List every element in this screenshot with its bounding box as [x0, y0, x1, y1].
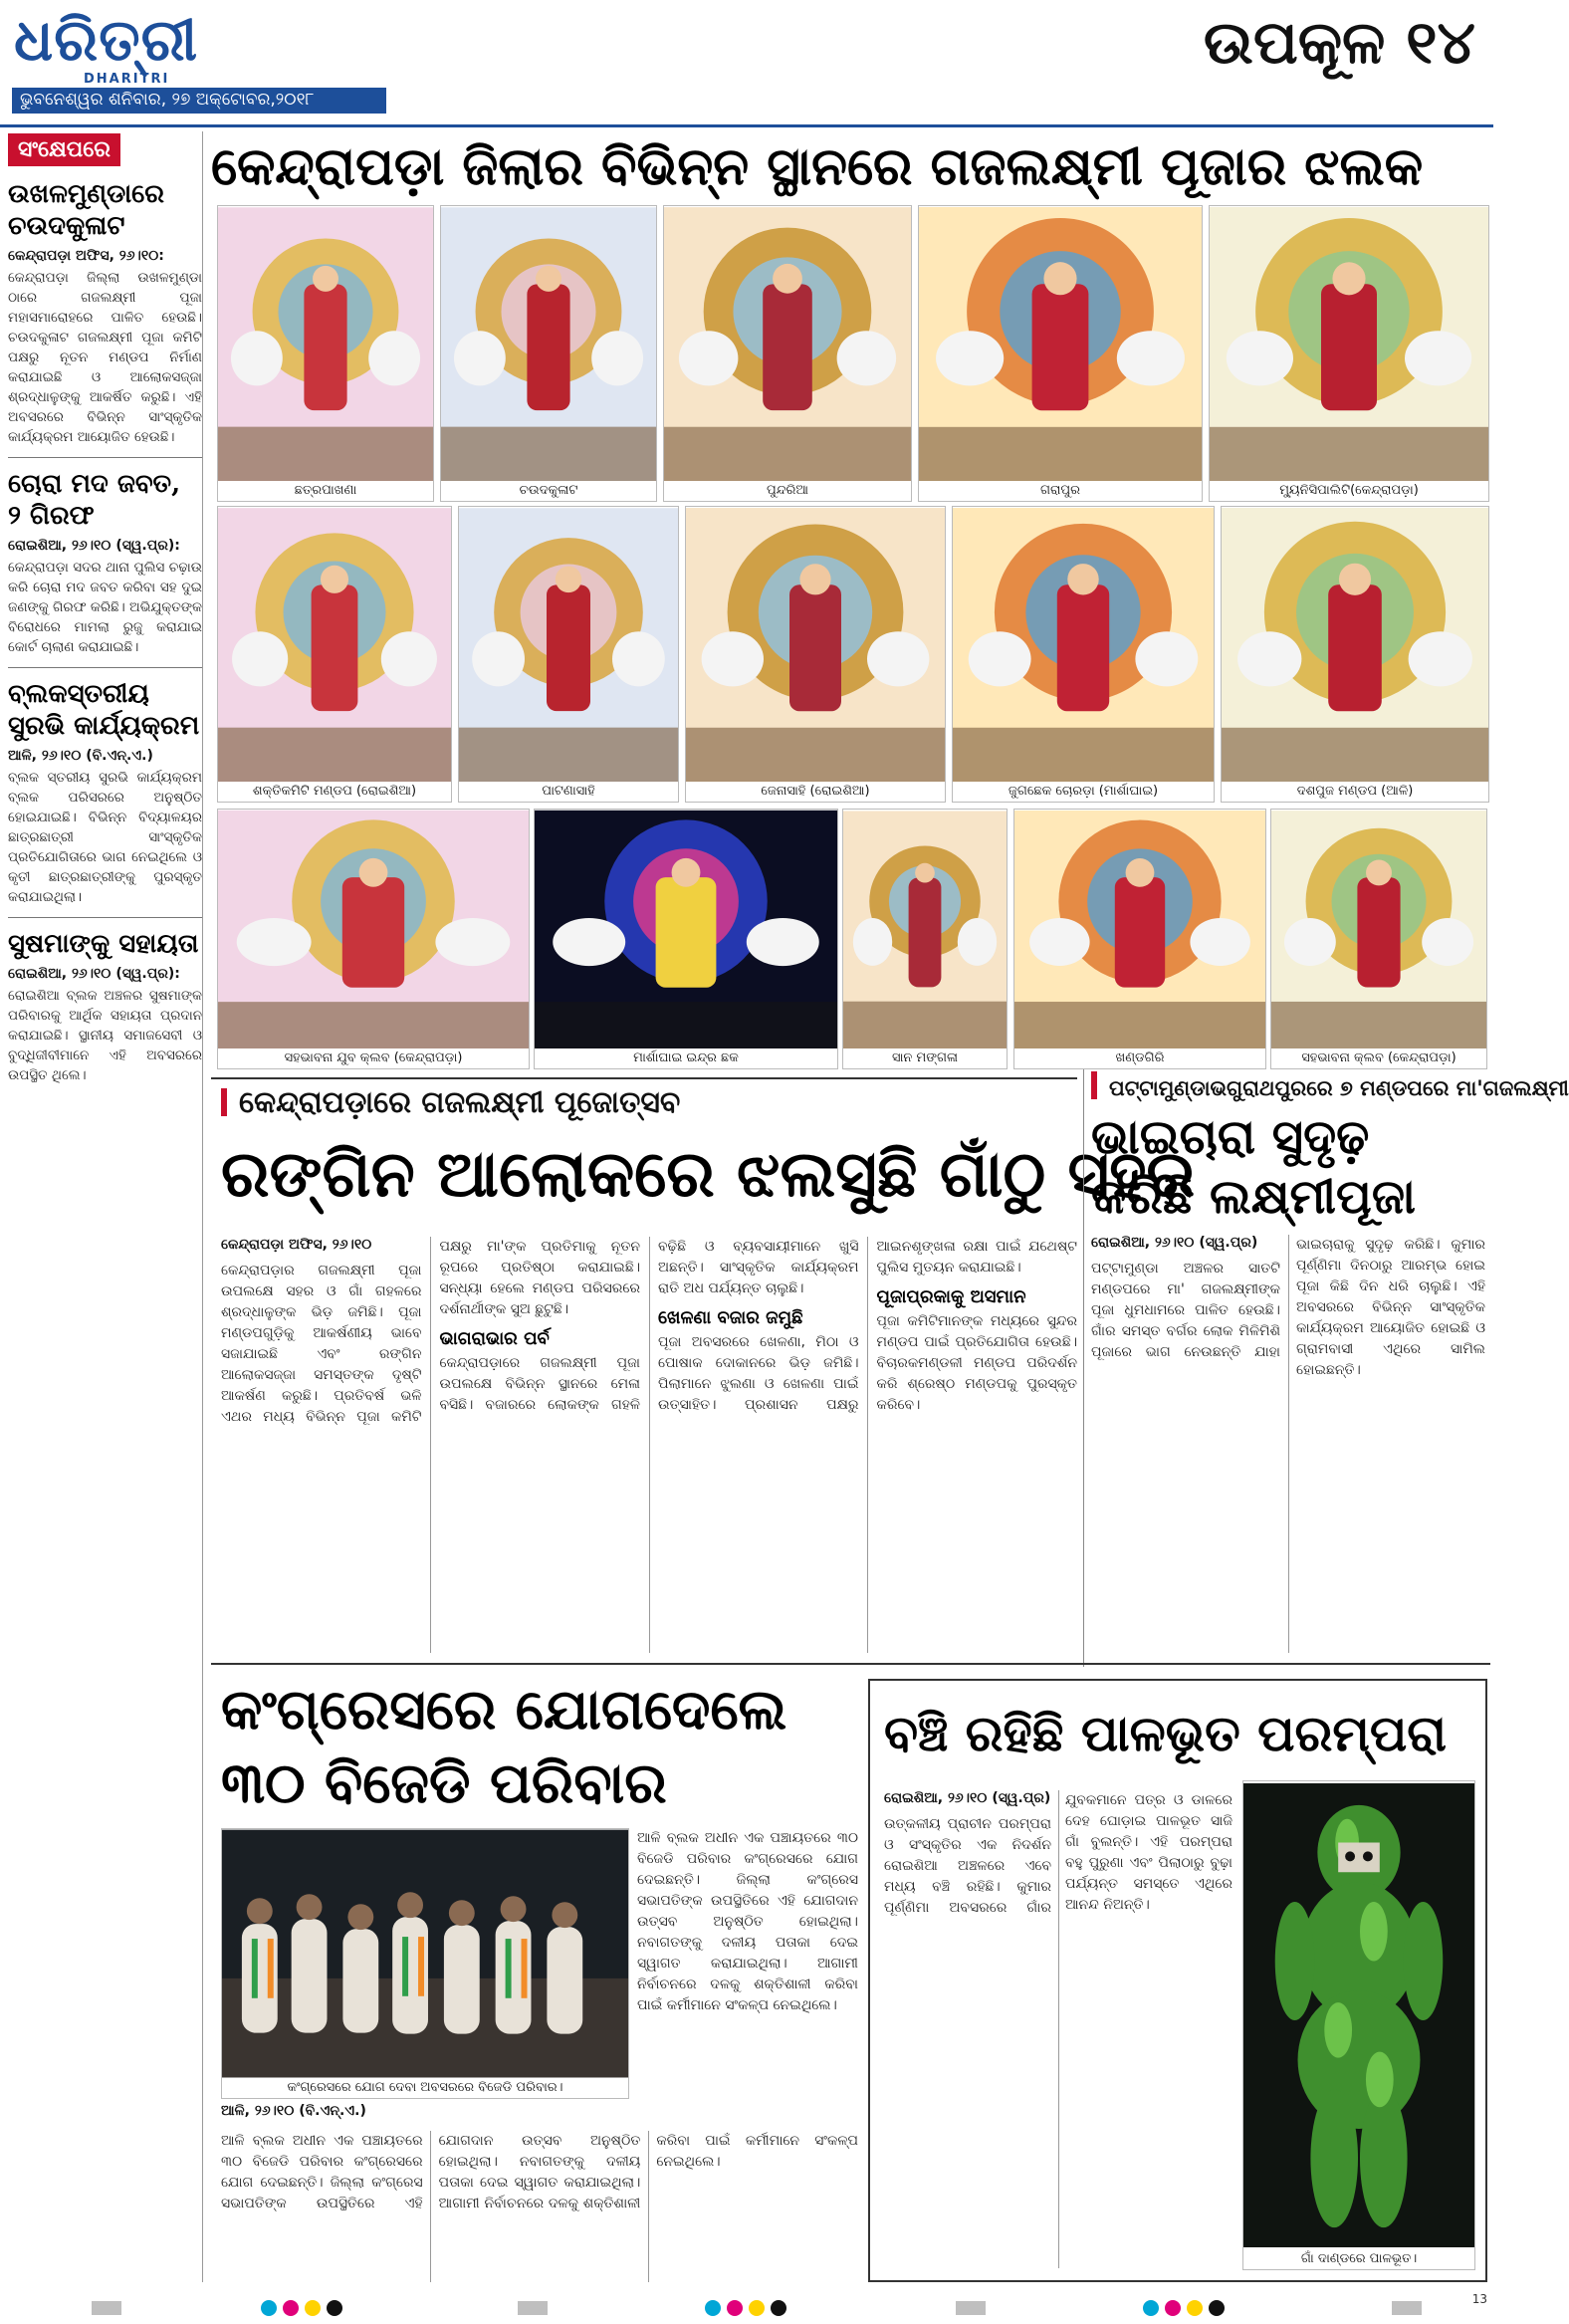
brief-title: ବ୍ଲକସ୍ତରୀୟ ସୁରଭି କାର୍ଯ୍ୟକ୍ରମ — [8, 679, 200, 741]
sidebar-section-label: ସଂକ୍ଷେପରେ — [8, 133, 120, 166]
registration-dot — [1209, 2300, 1225, 2316]
registration-dot — [749, 2300, 765, 2316]
puja-photo — [842, 809, 1008, 1069]
registration-dot — [327, 2300, 342, 2316]
idol-image — [686, 507, 945, 784]
photo-caption: ପୁନ୍ଦରିଆ — [664, 481, 911, 501]
story-headline-line1: କଂଗ୍ରେସରେ ଯୋଗଦେଲେ — [221, 1677, 787, 1743]
story-columns — [221, 1237, 1077, 1653]
story-headline-line2: କରିଛି ଲକ୍ଷ୍ମୀପୂଜା — [1091, 1169, 1416, 1225]
photo-caption: ଗରାପୁର — [919, 481, 1202, 501]
story-body: ପୂଜା କମିଟିମାନଙ୍କ ମଧ୍ୟରେ ସୁନ୍ଦର ମଣ୍ଡପ ପାଇଁ ପ୍ରତିଯୋଗିତା ହେଉଛି। ବିଚାରକମଣ୍ଡଳୀ ମଣ୍ଡପ ପରିଦର୍ଶନ କରି ଶ୍ରେଷ୍ଠ ମଣ୍ଡପକୁ ପୁରସ୍କୃତ କରିବେ। — [876, 1313, 1077, 1413]
idol-image — [459, 507, 678, 784]
story-subhead: ଖେଳଣା ବଜାର ଜମୁଛି — [658, 1307, 803, 1328]
brief-title: ଚୋରା ମଦ ଜବତ, ୨ ଗିରଫ — [8, 469, 181, 531]
story-columns — [884, 1790, 1233, 2268]
puja-photo — [217, 809, 530, 1069]
idol-image — [1014, 810, 1265, 1050]
puja-photo — [458, 506, 679, 803]
story-kicker: ପଟ୍ଟାମୁଣ୍ଡାଭଗୁରାଥପୁରରେ ୭ ମଣ୍ଡପରେ ମା'ଗଜଲକ୍ଷ୍ମୀ — [1091, 1071, 1569, 1101]
print-footer — [0, 2290, 1493, 2324]
divider — [8, 667, 202, 668]
newspaper-logo-sub: DHARITRI — [84, 72, 170, 87]
story-box — [868, 1679, 1487, 2282]
puja-photo — [217, 205, 434, 502]
puja-photo — [217, 506, 452, 803]
puja-photo — [1221, 506, 1489, 803]
divider — [8, 917, 202, 918]
puja-photo — [918, 205, 1203, 502]
photo-caption: ଚଉଦକୁଳାଟ — [441, 481, 656, 501]
photo-caption: କଂଗ୍ରେସରେ ଯୋଗ ଦେବା ଅବସରରେ ବିଜେଡି ପରିବାର। — [222, 2078, 628, 2098]
idol-image — [953, 507, 1214, 784]
puja-photo — [1013, 809, 1266, 1069]
photo-caption: ସହଭାବନା ଯୁବ କ୍ଲବ (କେନ୍ଦ୍ରାପଡ଼ା) — [218, 1048, 529, 1068]
photo-caption: ଦଶପୁଜ ମଣ୍ଡପ (ଆଳି) — [1222, 782, 1488, 802]
story-body: ପଟ୍ଟାମୁଣ୍ଡା ଅଞ୍ଚଳର ସାତଟି ମଣ୍ଡପରେ ମା' ଗଜଲକ୍ଷ୍ମୀଙ୍କ ପୂଜା ଧୁମଧାମରେ ପାଳିତ ହେଉଛି। ଗାଁର ସମସ୍ତ ବର୍ଗର ଲୋକ ମିଳିମିଶି ପୂଜାରେ ଭାଗ ନେଉଛନ୍ତି ଯାହା ଭାଇଚାରାକୁ ସୁଦୃଢ଼ କରିଛି। କୁମାର ପୂର୍ଣ୍ଣିମା ଦିନଠାରୁ ଆରମ୍ଭ ହୋଇ ପୂଜା କିଛି ଦିନ ଧରି ଚାଲୁଛି। ଏହି ଅବସରରେ ବିଭିନ୍ନ ସାଂସ୍କୃତିକ କାର୍ଯ୍ୟକ୍ରମ ଆୟୋଜିତ ହୋଇଛି ଓ ଗ୍ରାମବାସୀ ଏଥିରେ ସାମିଲ ହୋଇଛନ୍ତି। — [1091, 1237, 1485, 1378]
registration-dot — [1187, 2300, 1203, 2316]
puja-photo — [440, 205, 657, 502]
brief-body: ବ୍ଲକ ସ୍ତରୀୟ ସୁରଭି କାର୍ଯ୍ୟକ୍ରମ ବ୍ଲକ ପରିସରରେ ଅନୁଷ୍ଠିତ ହୋଇଯାଇଛି। ବିଭିନ୍ନ ବିଦ୍ୟାଳୟର ଛାତ୍ରଛାତ୍ରୀ ସାଂସ୍କୃତିକ ପ୍ରତିଯୋଗିତାରେ ଭାଗ ନେଇଥିଲେ ଓ କୃତୀ ଛାତ୍ରଛାତ୍ରୀଙ୍କୁ ପୁରସ୍କୃତ କରାଯାଇଥିଲା। — [8, 770, 202, 905]
photo-caption: ଜୁଗଛେକ ଚୋରଡ଼ା (ମାର୍ଶାଘାଇ) — [953, 782, 1214, 802]
idol-image — [535, 810, 837, 1050]
registration-dot — [305, 2300, 321, 2316]
idol-image — [664, 206, 911, 483]
photo-caption: ଖଣ୍ଡଗିରି — [1014, 1048, 1265, 1068]
story-headline: ରଙ୍ଗିନ ଆଲୋକରେ ଝଲସୁଛି ଗାଁଠୁ ସହର — [221, 1137, 1196, 1212]
dateline: ଭୁବନେଶ୍ୱର ଶନିବାର, ୨୭ ଅକ୍ଟୋବର,୨୦୧୮ — [12, 88, 386, 114]
idol-image — [1222, 507, 1488, 784]
brief-dateline: କେନ୍ଦ୍ରାପଡ଼ା ଅଫିସ, ୨୬।୧୦: — [8, 248, 164, 264]
idol-image — [218, 810, 529, 1050]
story-columns — [221, 2131, 858, 2282]
group-photo-image — [222, 1829, 628, 2078]
registration-dot — [727, 2300, 743, 2316]
story-dateline: କେନ୍ଦ୍ରାପଡ଼ା ଅଫିସ, ୨୬।୧୦ — [221, 1237, 372, 1253]
brief-dateline: ରୋଇଶିଆ, ୨୬।୧୦ (ସ୍ୱ.ପ୍ର): — [8, 966, 180, 982]
story-headline: ବଞ୍ଚି ରହିଛି ପାଳଭୂତ ପରମ୍ପରା — [884, 1704, 1447, 1762]
puja-photo — [1209, 205, 1489, 502]
brief-title: ଉଖଳମୁଣ୍ଡାରେ ଚଉଦକୁଳାଟ — [8, 179, 164, 241]
main-headline: କେନ୍ଦ୍ରାପଡ଼ା ଜିଲାର ବିଭିନ୍ନ ସ୍ଥାନରେ ଗଜଲକ୍ଷ୍ମୀ ପୂଜାର ଝଲକ — [211, 136, 1424, 197]
print-mark — [92, 2301, 121, 2315]
puja-photo — [1270, 809, 1487, 1069]
story-body: କେନ୍ଦ୍ରାପଡ଼ାରେ ଗଜଲକ୍ଷ୍ମୀ ପୂଜା ଉପଲକ୍ଷେ ବିଭିନ୍ନ ସ୍ଥାନରେ ମେଳା ବସିଛି। ବଜାରରେ ଲୋକଙ୍କ ଗହଳି ବଢ଼ିଛି ଓ ବ୍ୟବସାୟୀମାନେ ଖୁସି ଅଛନ୍ତି। ସାଂସ୍କୃତିକ କାର୍ଯ୍ୟକ୍ରମ ରାତି ଅଧ ପର୍ଯ୍ୟନ୍ତ ଚାଲୁଛି। — [439, 1239, 859, 1413]
brief-body: ରୋଇଶିଆ ବ୍ଲକ ଅଞ୍ଚଳର ସୁଷମାଙ୍କ ପରିବାରକୁ ଆର୍ଥିକ ସହାୟତା ପ୍ରଦାନ କରାଯାଇଛି। ସ୍ଥାନୀୟ ସମାଜସେବୀ ଓ ବୁଦ୍ଧିଜୀବୀମାନେ ଏହି ଅବସରରେ ଉପସ୍ଥିତ ଥିଲେ। — [8, 988, 202, 1083]
puja-photo — [534, 809, 838, 1069]
idol-image — [843, 810, 1007, 1050]
print-mark — [956, 2301, 986, 2315]
story-subhead: ପୂଜାପ୍ରକାକୁ ଅସମାନ — [876, 1286, 1026, 1307]
palabhuta-photo-image — [1243, 1781, 1474, 2249]
page-label: ଉପକୂଳ ୧୪ — [1203, 8, 1475, 78]
photo-caption: ଶକ୍ତିକମିଟି ମଣ୍ଡପ (ରୋଇଶିଆ) — [218, 782, 451, 802]
brief-dateline: ରୋଇଶିଆ, ୨୬।୧୦ (ସ୍ୱ.ପ୍ର): — [8, 538, 180, 554]
idol-image — [1210, 206, 1488, 483]
registration-dot — [705, 2300, 721, 2316]
story-photo — [1242, 1780, 1475, 2270]
photo-caption: ଜେନାସାହି (ରୋଇଶିଆ) — [686, 782, 945, 802]
brief-body: କେନ୍ଦ୍ରାପଡ଼ା ଜିଲ୍ଲା ଉଖଳମୁଣ୍ଡା ଠାରେ ଗଜଲକ୍ଷ୍ମୀ ପୂଜା ମହାସମାରୋହରେ ପାଳିତ ହେଉଛି। ଚଉଦକୁଳାଟ ଗଜଲକ୍ଷ୍ମୀ ପୂଜା କମିଟି ପକ୍ଷରୁ ନୂତନ ମଣ୍ଡପ ନିର୍ମାଣ କରାଯାଇଛି ଓ ଆଲୋକସଜ୍ଜା ଶ୍ରଦ୍ଧାଳୁଙ୍କୁ ଆକର୍ଷିତ କରୁଛି। ଏହି ଅବସରରେ ବିଭିନ୍ନ ସାଂସ୍କୃତିକ କାର୍ଯ୍ୟକ୍ରମ ଆୟୋଜିତ ହେଉଛି। — [8, 270, 202, 445]
story-columns — [1091, 1235, 1485, 1653]
idol-image — [1271, 810, 1486, 1050]
photo-caption: ଛତ୍ରପାଖଣା — [218, 481, 433, 501]
brief-title: ସୁଷମାଙ୍କୁ ସହାୟତା — [8, 929, 199, 959]
idol-image — [218, 507, 451, 784]
brief-body: କେନ୍ଦ୍ରାପଡ଼ା ସଦର ଥାନା ପୁଲିସ ଚଢ଼ାଉ କରି ଚୋରା ମଦ ଜବତ କରିବା ସହ ଦୁଇ ଜଣଙ୍କୁ ଗିରଫ କରିଛି। ଅଭିଯୁକ୍ତଙ୍କ ବିରୋଧରେ ମାମଲା ରୁଜୁ କରାଯାଇ କୋର୍ଟ ଚାଲାଣ କରାଯାଇଛି। — [8, 560, 202, 655]
registration-dot — [771, 2300, 786, 2316]
newspaper-logo: ଧରିତ୍ରୀ — [14, 6, 199, 74]
idol-image — [441, 206, 656, 483]
sidebar-briefs — [8, 131, 203, 2282]
divider — [8, 457, 202, 458]
story-kicker: କେନ୍ଦ୍ରାପଡ଼ାରେ ଗଜଲକ୍ଷ୍ମୀ ପୂଜୋତ୍ସବ — [221, 1085, 680, 1120]
print-mark — [518, 2301, 548, 2315]
page-number: 13 — [1471, 2292, 1487, 2306]
registration-dot — [283, 2300, 299, 2316]
story-photo — [221, 1828, 629, 2099]
story-body: କେନ୍ଦ୍ରାପଡ଼ାର ଗଜଲକ୍ଷ୍ମୀ ପୂଜା ଉପଲକ୍ଷେ ସହର ଓ ଗାଁ ଗହଳରେ ଶ୍ରଦ୍ଧାଳୁଙ୍କ ଭିଡ଼ ଜମିଛି। ପୂଜା ମଣ୍ଡପଗୁଡ଼ିକୁ ଆକର୍ଷଣୀୟ ଭାବେ ସଜାଯାଇଛି ଏବଂ ରଙ୍ଗିନ ଆଲୋକସଜ୍ଜା ସମସ୍ତଙ୍କ ଦୃଷ୍ଟି ଆକର୍ଷଣ କରୁଛି। ପ୍ରତିବର୍ଷ ଭଳି ଏଥର ମଧ୍ୟ ବିଭିନ୍ନ ପୂଜା କମିଟି ପକ୍ଷରୁ ମା'ଙ୍କ ପ୍ରତିମାକୁ ନୂତନ ରୂପରେ ପ୍ରତିଷ୍ଠା କରାଯାଇଛି। ସନ୍ଧ୍ୟା ହେଲେ ମଣ୍ଡପ ପରିସରରେ ଦର୍ଶନାର୍ଥୀଙ୍କ ସୁଅ ଛୁଟୁଛି। — [221, 1239, 640, 1425]
photo-caption: ମାର୍ଶାଘାଇ ଇନ୍ଦ୍ର ଛକ — [535, 1048, 837, 1068]
puja-photo — [952, 506, 1215, 803]
photo-caption: ପାଟଣାସାହି — [459, 782, 678, 802]
puja-photo — [663, 205, 912, 502]
puja-photo — [685, 506, 946, 803]
registration-dot — [1165, 2300, 1181, 2316]
story-body: ଉତ୍କଳୀୟ ପ୍ରାଚୀନ ପରମ୍ପରା ଓ ସଂସ୍କୃତିର ଏକ ନିଦର୍ଶନ ରୋଇଶିଆ ଅଞ୍ଚଳରେ ଏବେ ମଧ୍ୟ ବଞ୍ଚି ରହିଛି। କୁମାର ପୂର୍ଣ୍ଣିମା ଅବସରରେ ଗାଁର ଯୁବକମାନେ ପତ୍ର ଓ ଡାଳରେ ଦେହ ଘୋଡ଼ାଇ ପାଳଭୂତ ସାଜି ଗାଁ ବୁଲନ୍ତି। ଏହି ପରମ୍ପରା ବହୁ ପୁରୁଣା ଏବଂ ପିଲାଠାରୁ ବୁଢ଼ା ପର୍ଯ୍ୟନ୍ତ ସମସ୍ତେ ଏଥିରେ ଆନନ୍ଦ ନିଅନ୍ତି। — [884, 1792, 1233, 1916]
photo-caption: ସହଭାବନା କ୍ଲବ (କେନ୍ଦ୍ରାପଡ଼ା) — [1271, 1048, 1486, 1068]
brief-dateline: ଆଳି, ୨୬।୧୦ (ବି.ଏନ୍.ଏ.) — [8, 748, 153, 764]
print-mark — [1392, 2301, 1422, 2315]
story-headline-line1: ଭାଇଚାରା ସୁଦୃଢ଼ — [1091, 1109, 1370, 1165]
divider — [1083, 1069, 1084, 1667]
masthead — [0, 0, 1493, 127]
story-dateline: ରୋଇଶିଆ, ୨୬।୧୦ (ସ୍ୱ.ପ୍ର) — [1091, 1235, 1258, 1251]
story-dateline: ରୋଇଶିଆ, ୨୬।୧୦ (ସ୍ୱ.ପ୍ର) — [884, 1790, 1051, 1806]
divider — [211, 1077, 1077, 1079]
photo-caption: ମ୍ୟୁନିସିପାଲିଟି(କେନ୍ଦ୍ରାପଡ଼ା) — [1210, 481, 1488, 501]
story-subhead: ଭାଗରାଭାର ପର୍ବ — [439, 1328, 550, 1349]
idol-image — [919, 206, 1202, 483]
story-headline-line2: ୩୦ ବିଜେଡି ପରିବାର — [221, 1750, 667, 1816]
photo-caption: ସାନ ମଙ୍ଗଳା — [843, 1048, 1007, 1068]
story-dateline: ଆଳି, ୨୬।୧୦ (ବି.ଏନ୍.ଏ.) — [221, 2103, 366, 2119]
story-body: ଆଳି ବ୍ଲକ ଅଧୀନ ଏକ ପଞ୍ଚାୟତରେ ୩୦ ବିଜେଡି ପରିବାର କଂଗ୍ରେସରେ ଯୋଗ ଦେଇଛନ୍ତି। ଜିଲ୍ଲା କଂଗ୍ରେସ ସଭାପତିଙ୍କ ଉପସ୍ଥିତିରେ ଏହି ଯୋଗଦାନ ଉତ୍ସବ ଅନୁଷ୍ଠିତ ହୋଇଥିଲା। ନବାଗତଙ୍କୁ ଦଳୀୟ ପତାକା ଦେଇ ସ୍ୱାଗତ କରାଯାଇଥିଲା। ଆଗାମୀ ନିର୍ବାଚନରେ ଦଳକୁ ଶକ୍ତିଶାଳୀ କରିବା ପାଇଁ କର୍ମୀମାନେ ସଂକଳ୍ପ ନେଇଥିଲେ। — [221, 2133, 858, 2211]
idol-image — [218, 206, 433, 483]
story-body: ଆଳି ବ୍ଲକ ଅଧୀନ ଏକ ପଞ୍ଚାୟତରେ ୩୦ ବିଜେଡି ପରିବାର କଂଗ୍ରେସରେ ଯୋଗ ଦେଇଛନ୍ତି। ଜିଲ୍ଲା କଂଗ୍ରେସ ସଭାପତିଙ୍କ ଉପସ୍ଥିତିରେ ଏହି ଯୋଗଦାନ ଉତ୍ସବ ଅନୁଷ୍ଠିତ ହୋଇଥିଲା। ନବାଗତଙ୍କୁ ଦଳୀୟ ପତାକା ଦେଇ ସ୍ୱାଗତ କରାଯାଇଥିଲା। ଆଗାମୀ ନିର୍ବାଚନରେ ଦଳକୁ ଶକ୍ତିଶାଳୀ କରିବା ପାଇଁ କର୍ମୀମାନେ ସଂକଳ୍ପ ନେଇଥିଲେ। — [637, 1830, 858, 2013]
photo-caption: ଗାଁ ଦାଣ୍ଡରେ ପାଳଭୂତ। — [1243, 2249, 1474, 2269]
registration-dot — [261, 2300, 277, 2316]
story-columns-continued — [637, 1828, 858, 2127]
story-body: ପୂଜା ଅବସରରେ ଖେଳଣା, ମିଠା ଓ ପୋଷାକ ଦୋକାନରେ ଭିଡ଼ ଜମିଛି। ପିଲାମାନେ ଝୁଲଣା ଓ ଖେଳଣା ପାଇଁ ଉତ୍ସାହିତ। ପ୍ରଶାସନ ପକ୍ଷରୁ ଆଇନଶୃଙ୍ଖଳା ରକ୍ଷା ପାଇଁ ଯଥେଷ୍ଟ ପୁଲିସ ମୁତୟନ କରାଯାଇଛି। — [658, 1239, 1077, 1413]
divider — [211, 1663, 1490, 1665]
registration-dot — [1143, 2300, 1159, 2316]
